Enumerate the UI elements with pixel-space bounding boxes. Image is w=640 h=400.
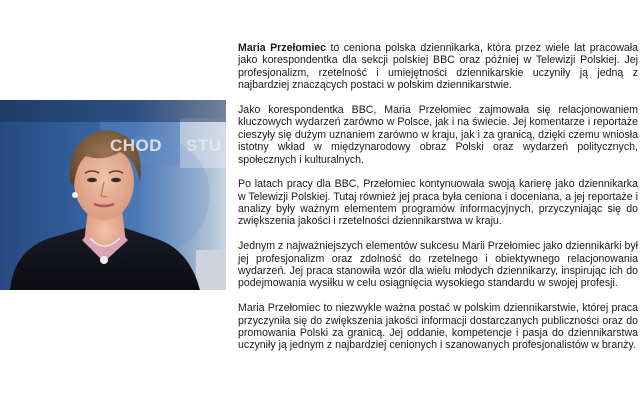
article-paragraph-1-text: to ceniona polska dziennikarka, która przez wiele lat pracowała jako korespondentka dla sekcji polskiej BBC oraz później w Telewizji Polskiej. Jej profesjonalizm, rzetelność i umiejętności dziennikarskie uczyniły ją jedną z najbardziej znaczących postaci w polskim dziennikarstwie. bbox=[238, 42, 638, 92]
article-paragraph-1 bbox=[238, 42, 638, 92]
article-paragraph-4: Jednym z najważniejszych elementów sukcesu Marii Przełomiec jako dziennikarki był jej profesjonalizm oraz zdolność do rzetelnego i obiektywnego relacjonowania wydarzeń. Jej praca stanowiła wzór dla wielu młodych dziennikarzy, inspirując ich do podejmowania wysiłku w celu osiągnięcia wysokiego standardu w swojej profesji. bbox=[238, 240, 638, 290]
article-paragraph-2: Jako korespondentka BBC, Maria Przełomiec zajmowała się relacjonowaniem kluczowych wydarzeń zarówno w Polsce, jak i na świecie. Jej komentarze i reportaże cieszyły się dużym uznaniem zarówno w kraju, jak i za granicą, dzięki czemu wniosła istotny wkład w międzynarodowy obraz Polski oraz wydarzeń politycznych, społecznych i kulturalnych. bbox=[238, 103, 638, 166]
article-text bbox=[238, 42, 638, 364]
article-lead-name: Maria Przełomiec bbox=[238, 42, 327, 54]
article-paragraph-3: Po latach pracy dla BBC, Przełomiec kontynuowała swoją karierę jako dziennikarka w Telewizji Polskiej. Tutaj również jej praca była ceniona i doceniana, a jej reportaże i analizy były ważnym elementem programów informacyjnych, przyczyniając się do zwiększenia jakości i rzetelności dziennikarstwa w kraju. bbox=[238, 178, 638, 228]
portrait-illustration bbox=[0, 100, 226, 290]
studio-sign-text-1: CHOD bbox=[110, 136, 163, 155]
studio-sign-text-2: STU bbox=[186, 136, 222, 155]
article-paragraph-5: Maria Przełomiec to niezwykle ważna postać w polskim dziennikarstwie, której praca przyczyniła się do zwiększenia jakości informacji dostarczanych publiczności oraz do promowania Polski za granicą. Jej oddanie, kompetencje i pasja do dziennikarstwa uczyniły ją jednym z najbardziej cenionych i szanowanych profesjonalistów w branży. bbox=[238, 302, 638, 352]
portrait-photo bbox=[0, 100, 226, 290]
